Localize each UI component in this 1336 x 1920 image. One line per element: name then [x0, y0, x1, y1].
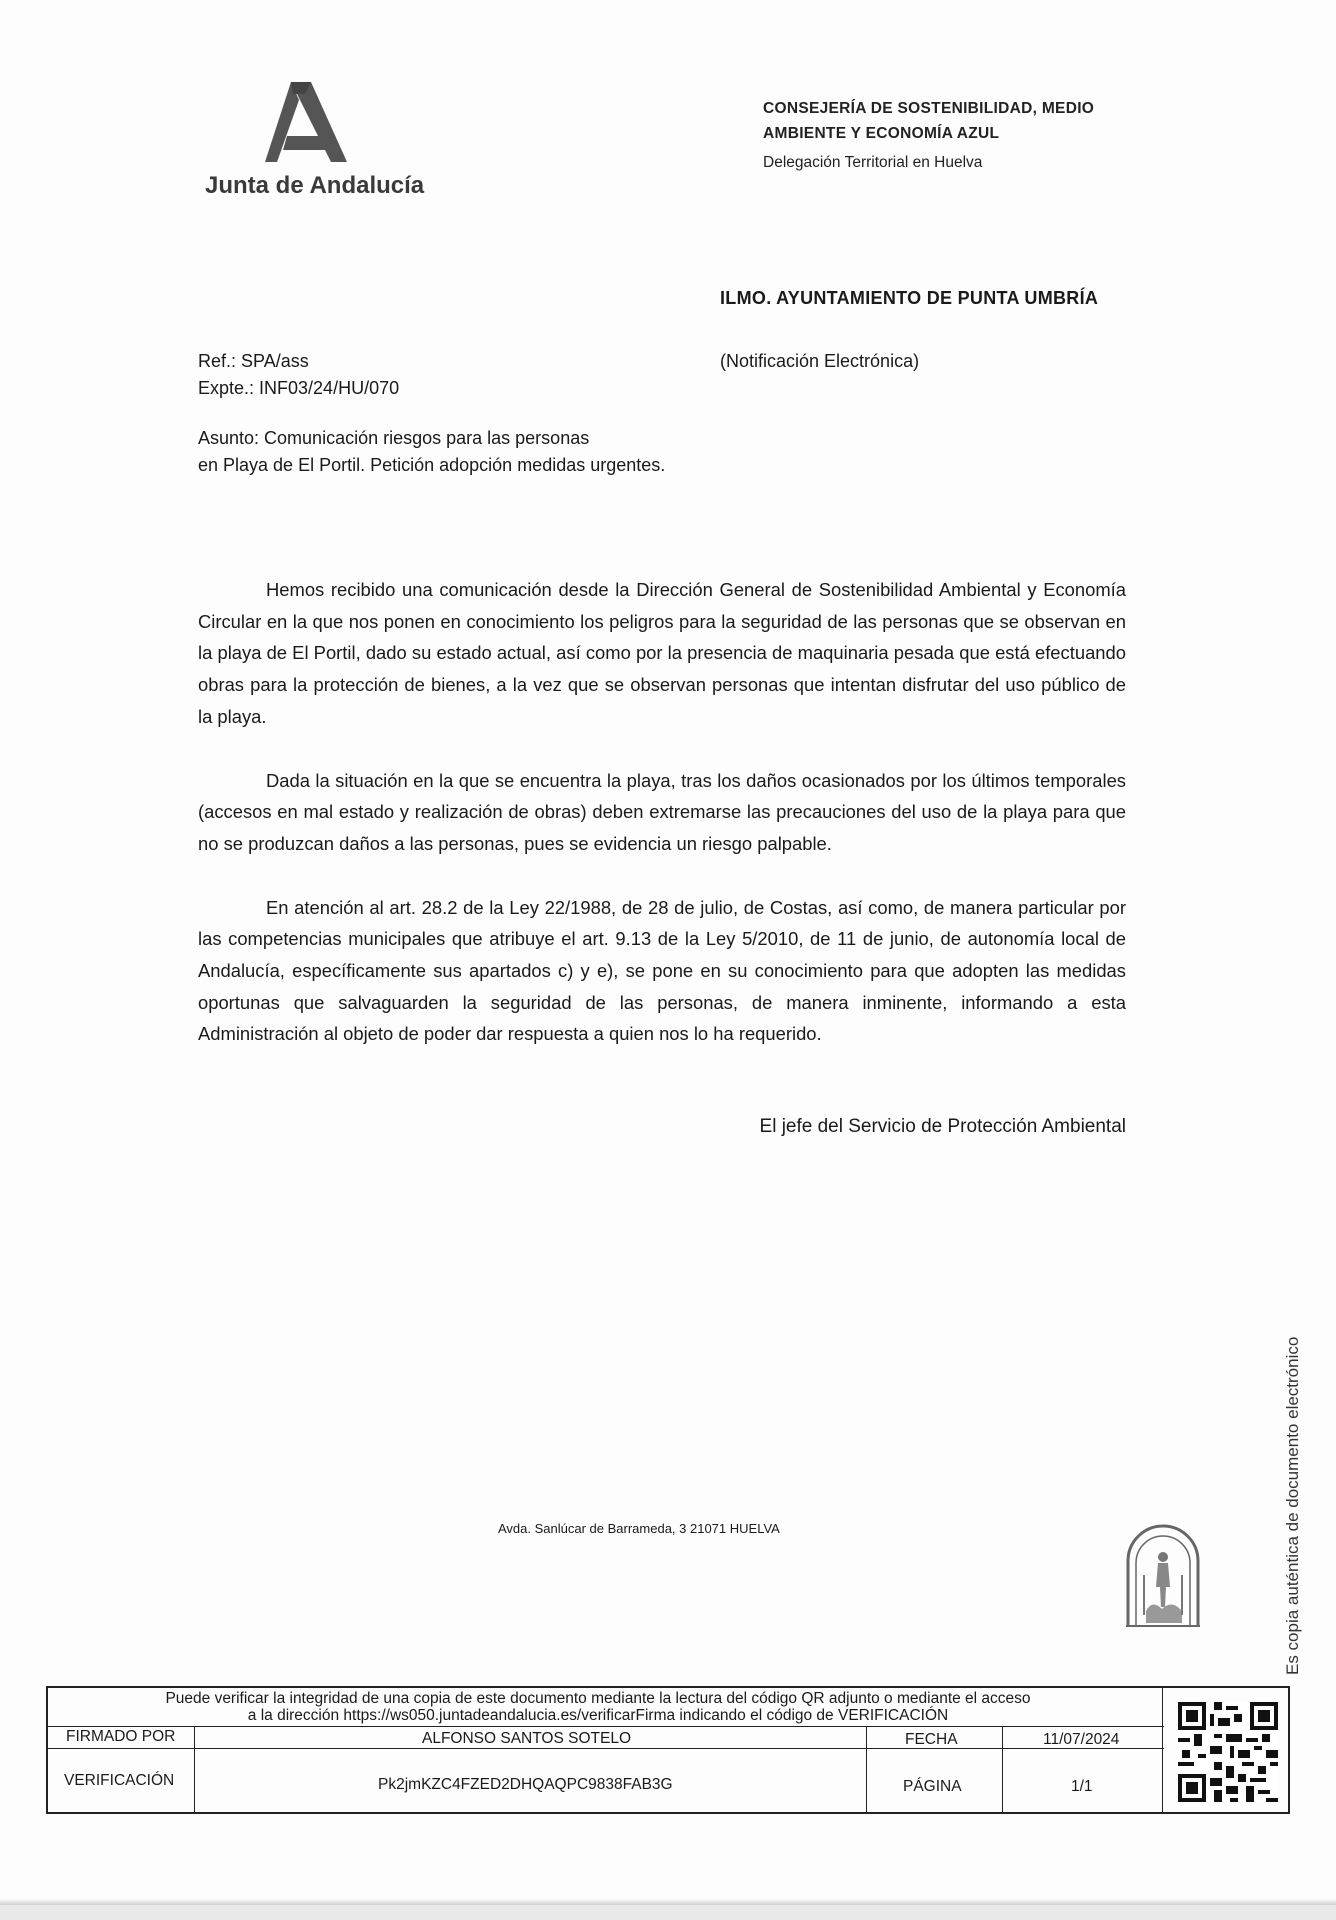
authentic-copy-note: Es copia auténtica de documento electrónico: [1283, 1336, 1302, 1675]
verification-header-line-1: Puede verificar la integridad de una copia de este documento mediante la lectura del código QR adjunto o mediante el acceso: [165, 1690, 1031, 1707]
junta-logo: [205, 80, 425, 210]
verification-header: [48, 1690, 1148, 1724]
date-label: FECHA: [905, 1731, 958, 1748]
expte-line: Expte.: INF03/24/HU/070: [198, 378, 400, 398]
department-line-2: AMBIENTE Y ECONOMÍA AZUL: [763, 125, 1000, 142]
reference-block: [198, 348, 399, 402]
body-paragraph-1: Hemos recibido una comunicación desde la Dirección General de Sostenibilidad Ambiental y Economía Circular en la que nos ponen en conocimiento los peligros para la seguridad de las personas que se observan en la playa de El Portil, dado su estado actual, así como por la presencia de maquinaria pesada que está efectuando obras para la protección de bienes, a la vez que se observan personas que intentan disfrutar del uso público de la playa.: [198, 579, 1126, 727]
subject-line-2: en Playa de El Portil. Petición adopción medidas urgentes.: [198, 455, 666, 475]
signed-by-value: ALFONSO SANTOS SOTELO: [422, 1730, 632, 1747]
ref-line: Ref.: SPA/ass: [198, 351, 309, 371]
signer-title: El jefe del Servicio de Protección Ambiental: [759, 1116, 1126, 1137]
letter-body: [198, 574, 1126, 1082]
department-block: [763, 96, 1094, 175]
verification-header-line-2: a la dirección https://ws050.juntadeandalucia.es/verificarFirma indicando el código de VERIFICACIÓN: [247, 1707, 949, 1724]
subject-line-1: Asunto: Comunicación riesgos para las personas: [198, 428, 590, 448]
delegation: Delegación Territorial en Huelva: [763, 154, 983, 171]
verification-code: Pk2jmKZC4FZED2DHQAQPC9838FAB3G: [378, 1776, 673, 1793]
verification-table: [46, 1686, 1290, 1814]
page-label: PÁGINA: [903, 1778, 962, 1795]
verification-label: VERIFICACIÓN: [64, 1772, 175, 1789]
body-paragraph-3: En atención al art. 28.2 de la Ley 22/1988, de 28 de julio, de Costas, así como, de manera particular por las competencias municipales que atribuye el art. 9.13 de la Ley 5/2010, de 11 de junio, de autonomía local de Andalucía, específicamente sus apartados c) y e), se pone en su conocimiento para que adopten las medidas oportunas que salvaguarden la seguridad de las personas, de manera inminente, informando a esta Administración al objeto de poder dar respuesta a quien nos lo ha requerido.: [198, 896, 1126, 1045]
junta-a-logo-icon: [263, 80, 353, 170]
date-value: 11/07/2024: [1043, 1731, 1120, 1748]
footer-address: Avda. Sanlúcar de Barrameda, 3 21071 HUELVA: [498, 1521, 780, 1536]
department-line-1: CONSEJERÍA DE SOSTENIBILIDAD, MEDIO: [763, 100, 1095, 117]
body-paragraph-2: Dada la situación en la que se encuentra la playa, tras los daños ocasionados por los últimos temporales (accesos en mal estado y realización de obras) deben extremarse las precauciones del uso de la playa para que no se produzcan daños a las personas, pues se evidencia un riesgo palpable.: [198, 769, 1126, 854]
subject-block: [198, 425, 665, 479]
signed-by-label: FIRMADO POR: [66, 1728, 176, 1745]
qr-code-icon: [1178, 1702, 1278, 1802]
addressee-name: ILMO. AYUNTAMIENTO DE PUNTA UMBRÍA: [720, 288, 1099, 308]
page-value: 1/1: [1071, 1778, 1093, 1795]
notification-type: (Notificación Electrónica): [720, 351, 920, 371]
brand-name: Junta de Andalucía: [205, 172, 425, 199]
andalucia-seal-icon: [1122, 1515, 1204, 1633]
